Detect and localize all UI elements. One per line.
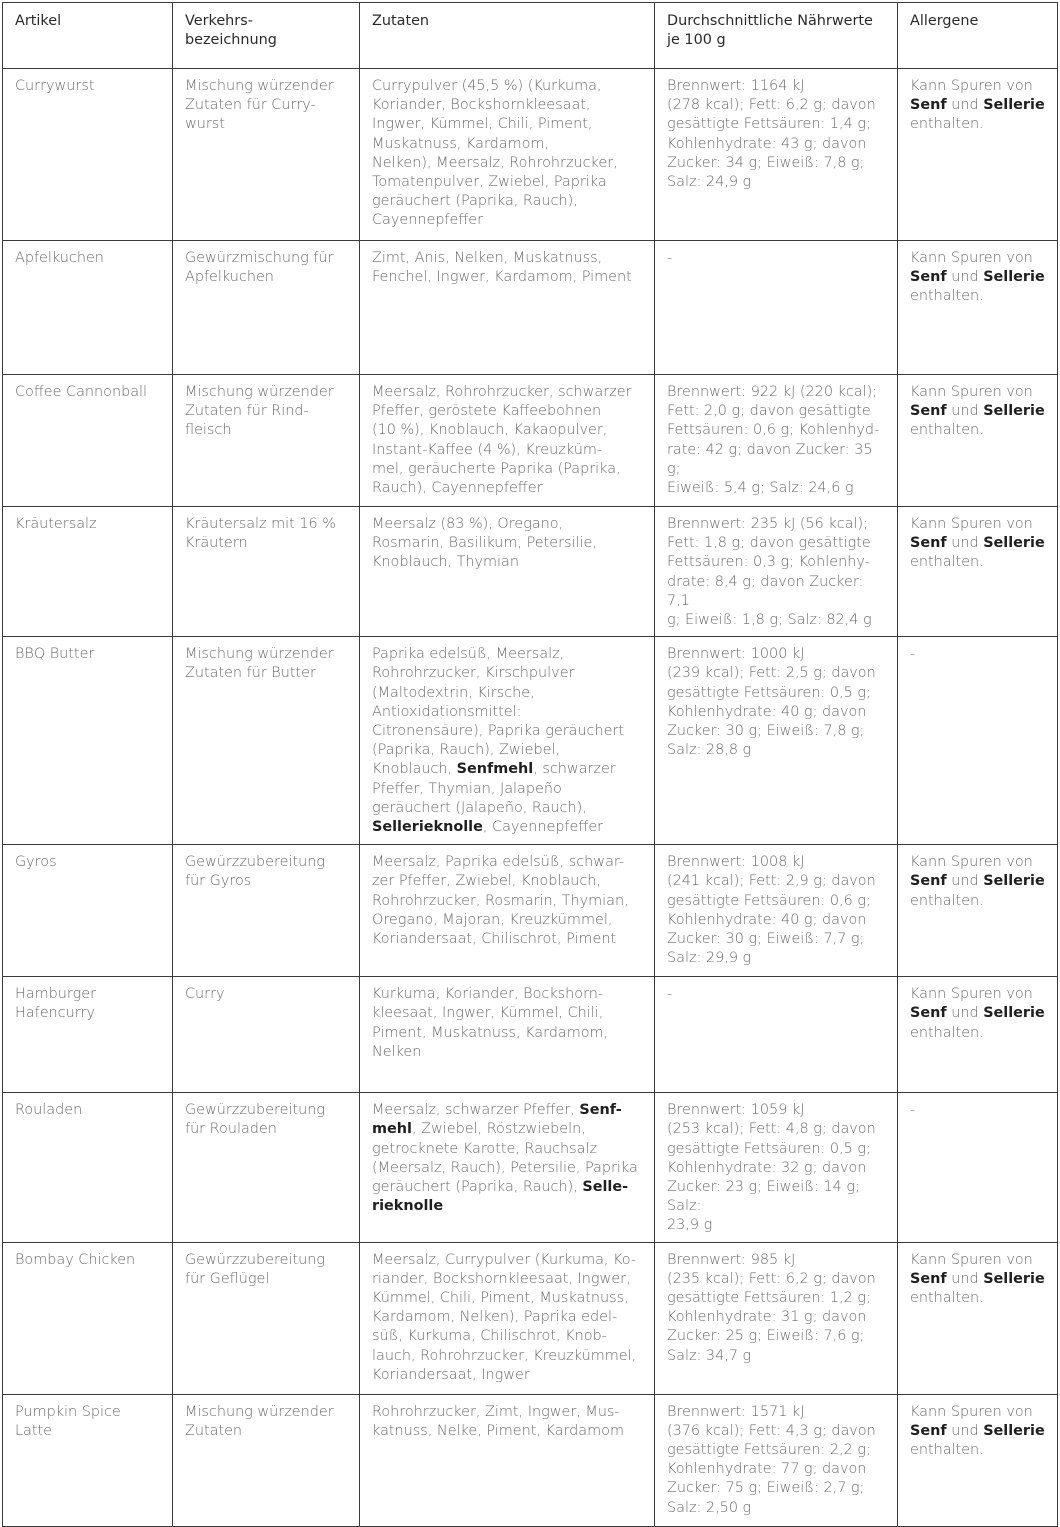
cell-allergene: [898, 845, 1058, 977]
allergen-senf: Senf: [910, 403, 947, 420]
cell-naehrwerte: Brennwert: 985 kJ (235 kcal); Fett: 6,2 g; davon gesättigte Fettsäuren: 1,2 g; Kohlenhydrate: 31 g; davon Zucker: 25 g; Eiweiß: 7,6 g; Salz: 34,7 g: [655, 1242, 898, 1394]
table-row: [3, 69, 1058, 241]
table-header-row: [3, 3, 1058, 69]
cell-allergene: [898, 375, 1058, 507]
allergen-und: und: [951, 1422, 979, 1439]
cell-zutaten: [360, 1093, 655, 1242]
cell-naehrwerte: Brennwert: 922 kJ (220 kcal); Fett: 2,0 g; davon gesättigte Fettsäuren: 0,6 g; Kohlenhyd- rate: 42 g; davon Zucker: 35 g; Eiweiß: 5,4 g; Salz: 24,6 g: [655, 375, 898, 507]
allergen-ingredient: Senfmehl: [456, 761, 534, 778]
allergen-sellerie: Sellerie: [983, 403, 1045, 420]
allergen-sellerie: Sellerie: [983, 873, 1045, 890]
cell-artikel: Hamburger Hafencurry: [3, 977, 173, 1093]
cell-zutaten: [360, 507, 655, 637]
allergen-senf: Senf: [910, 1422, 947, 1439]
allergen-und: und: [951, 97, 979, 114]
allergen-senf: Senf: [910, 97, 947, 114]
header-allergene: Allergene: [898, 3, 1058, 69]
cell-verkehrsbezeichnung: Mischung würzender Zutaten für Curry- wurst: [173, 69, 360, 241]
allergen-sellerie: Sellerie: [983, 97, 1045, 114]
allergen-prefix: Kann Spuren von: [910, 250, 1033, 266]
ingredient-text: Meersalz, Rohrohrzucker, schwarzer Pfeffer, geröstete Kaffeebohnen (10 %), Knoblauch, Kakaopulver, Instant-Kaffee (4 %), Kreuzküm- mel, geräucherte Paprika (Paprika, Rauch), Cayennepfeffer: [372, 384, 632, 497]
cell-zutaten: [360, 845, 655, 977]
cell-artikel: Apfelkuchen: [3, 241, 173, 375]
cell-naehrwerte: -: [655, 977, 898, 1093]
cell-artikel: BBQ Butter: [3, 637, 173, 845]
allergen-prefix: Kann Spuren von: [910, 986, 1033, 1003]
cell-artikel: Kräutersalz: [3, 507, 173, 637]
table-row: [3, 375, 1058, 507]
table-row: [3, 977, 1058, 1093]
table-row: [3, 845, 1058, 977]
allergen-sellerie: Sellerie: [983, 1422, 1045, 1439]
allergen-suffix: enthalten.: [910, 1442, 984, 1459]
cell-zutaten: [360, 241, 655, 375]
cell-verkehrsbezeichnung: Mischung würzender Zutaten für Butter: [173, 637, 360, 845]
allergen-senf: Senf: [910, 535, 947, 552]
allergen-prefix: Kann Spuren von: [910, 854, 1033, 871]
allergen-prefix: Kann Spuren von: [910, 516, 1033, 532]
cell-artikel: Pumpkin Spice Latte: [3, 1394, 173, 1526]
header-naehrwerte: Durchschnittliche Nährwerte je 100 g: [655, 3, 898, 69]
allergen-und: und: [951, 1005, 979, 1022]
allergen-und: und: [951, 873, 979, 890]
allergen-senf: Senf: [910, 1005, 947, 1022]
allergen-suffix: enthalten.: [910, 116, 984, 133]
allergen-ingredient: Sellerieknolle: [372, 819, 483, 836]
allergen-none: -: [910, 646, 916, 663]
allergen-suffix: enthalten.: [910, 1290, 984, 1307]
cell-verkehrsbezeichnung: Gewürzzubereitung für Geflügel: [173, 1242, 360, 1394]
cell-naehrwerte: Brennwert: 1164 kJ (278 kcal); Fett: 6,2 g; davon gesättigte Fettsäuren: 1,4 g; Kohlenhydrate: 43 g; davon Zucker: 34 g; Eiweiß: 7,8 g; Salz: 24,9 g: [655, 69, 898, 241]
cell-allergene: [898, 1242, 1058, 1394]
ingredient-text: Kurkuma, Koriander, Bockshorn- kleesaat, Ingwer, Kümmel, Chili, Piment, Muskatnuss, Kardamom, Nelken: [372, 986, 609, 1060]
table-row: [3, 1394, 1058, 1526]
allergen-ingredient: Senf- mehl: [372, 1102, 622, 1138]
ingredient-text: Meersalz (83 %), Oregano, Rosmarin, Basilikum, Petersilie, Knoblauch, Thymian: [372, 516, 597, 571]
allergen-prefix: Kann Spuren von: [910, 1251, 1033, 1268]
allergen-sellerie: Sellerie: [983, 1270, 1045, 1287]
cell-zutaten: [360, 69, 655, 241]
allergen-prefix: Kann Spuren von: [910, 384, 1033, 400]
allergen-suffix: enthalten.: [910, 1024, 984, 1041]
allergen-und: und: [951, 1270, 979, 1287]
allergen-und: und: [951, 403, 979, 420]
allergen-suffix: enthalten.: [910, 422, 984, 439]
cell-allergene: [898, 977, 1058, 1093]
cell-verkehrsbezeichnung: Gewürzzubereitung für Rouladen: [173, 1093, 360, 1242]
allergen-sellerie: Sellerie: [983, 535, 1045, 552]
cell-allergene: [898, 1093, 1058, 1242]
cell-verkehrsbezeichnung: Kräutersalz mit 16 % Kräutern: [173, 507, 360, 637]
ingredient-text: , Zwiebel, Röstzwiebeln, getrocknete Karotte, Rauchsalz (Meersalz, Rauch), Petersilie, Paprika geräuchert (Paprika, Rauch),: [372, 1121, 638, 1196]
ingredient-text: Meersalz, schwarzer Pfeffer,: [372, 1102, 580, 1119]
cell-naehrwerte: -: [655, 241, 898, 375]
cell-verkehrsbezeichnung: Gewürzzubereitung für Gyros: [173, 845, 360, 977]
header-artikel: Artikel: [3, 3, 173, 69]
cell-zutaten: [360, 375, 655, 507]
cell-allergene: [898, 241, 1058, 375]
cell-zutaten: [360, 1394, 655, 1526]
allergen-suffix: enthalten.: [910, 554, 984, 571]
cell-zutaten: [360, 1242, 655, 1394]
cell-naehrwerte: Brennwert: 1008 kJ (241 kcal); Fett: 2,9 g; davon gesättigte Fettsäuren: 0,6 g; Kohlenhydrate: 40 g; davon Zucker: 30 g; Eiweiß: 7,7 g; Salz: 29,9 g: [655, 845, 898, 977]
table-row: [3, 507, 1058, 637]
cell-verkehrsbezeichnung: Curry: [173, 977, 360, 1093]
spice-product-table: [2, 2, 1058, 1527]
ingredient-text: Meersalz, Paprika edelsüß, schwar- zer Pfeffer, Zwiebel, Knoblauch, Rohrohrzucker, Rosmarin, Thymian, Oregano, Majoran, Kreuzkümmel, Koriandersaat, Chilischrot, Piment: [372, 854, 629, 948]
allergen-none: -: [910, 1102, 916, 1119]
ingredient-text: , Cayennepfeffer: [482, 819, 604, 836]
cell-allergene: [898, 637, 1058, 845]
cell-artikel: Gyros: [3, 845, 173, 977]
ingredient-text: Currypulver (45,5 %) (Kurkuma, Koriander, Bockshornkleesaat, Ingwer, Kümmel, Chili, Piment, Muskatnuss, Kardamom, Nelken), Meersalz, Rohrohrzucker, Tomatenpulver, Zwiebel, Paprika geräuchert (Paprika, Rauch), Cayennepfeffer: [372, 78, 618, 229]
cell-naehrwerte: Brennwert: 1059 kJ (253 kcal); Fett: 4,8 g; davon gesättigte Fettsäuren: 0,5 g; Kohlenhydrate: 32 g; davon Zucker: 23 g; Eiweiß: 14 g; Salz: 23,9 g: [655, 1093, 898, 1242]
cell-artikel: Currywurst: [3, 69, 173, 241]
cell-artikel: Rouladen: [3, 1093, 173, 1242]
allergen-prefix: Kann Spuren von: [910, 78, 1033, 94]
table-row: [3, 1242, 1058, 1394]
allergen-und: und: [951, 535, 979, 552]
cell-allergene: [898, 1394, 1058, 1526]
header-zutaten: Zutaten: [360, 3, 655, 69]
allergen-suffix: enthalten.: [910, 288, 984, 305]
cell-verkehrsbezeichnung: Gewürzmischung für Apfelkuchen: [173, 241, 360, 375]
cell-naehrwerte: Brennwert: 235 kJ (56 kcal); Fett: 1,8 g; davon gesättigte Fettsäuren: 0,3 g; Kohlenhy- drate: 8,4 g; davon Zucker: 7,1 g; Eiweiß: 1,8 g; Salz: 82,4 g: [655, 507, 898, 637]
cell-verkehrsbezeichnung: Mischung würzender Zutaten für Rind- fleisch: [173, 375, 360, 507]
cell-zutaten: [360, 637, 655, 845]
header-verkehrsbezeichnung: Verkehrs- bezeichnung: [173, 3, 360, 69]
cell-artikel: Bombay Chicken: [3, 1242, 173, 1394]
cell-artikel: Coffee Cannonball: [3, 375, 173, 507]
cell-verkehrsbezeichnung: Mischung würzender Zutaten: [173, 1394, 360, 1526]
cell-allergene: [898, 507, 1058, 637]
cell-naehrwerte: Brennwert: 1000 kJ (239 kcal); Fett: 2,5 g; davon gesättigte Fettsäuren: 0,5 g; Kohlenhydrate: 40 g; davon Zucker: 30 g; Eiweiß: 7,8 g; Salz: 28,8 g: [655, 637, 898, 845]
ingredient-text: Zimt, Anis, Nelken, Muskatnuss, Fenchel, Ingwer, Kardamom, Piment: [372, 250, 632, 286]
cell-zutaten: [360, 977, 655, 1093]
cell-naehrwerte: Brennwert: 1571 kJ (376 kcal); Fett: 4,3 g; davon gesättigte Fettsäuren: 2,2 g; Kohlenhydrate: 77 g; davon Zucker: 75 g; Eiweiß: 2,7 g; Salz: 2,50 g: [655, 1394, 898, 1526]
table-row: [3, 1093, 1058, 1242]
allergen-ingredient: Selle- rieknolle: [372, 1179, 629, 1215]
cell-allergene: [898, 69, 1058, 241]
allergen-sellerie: Sellerie: [983, 1005, 1045, 1022]
allergen-sellerie: Sellerie: [983, 269, 1045, 286]
allergen-senf: Senf: [910, 1270, 947, 1287]
ingredient-text: , schwarzer Pfeffer, Thymian, Jalapeño geräuchert (Jalapeño, Rauch),: [372, 761, 616, 816]
allergen-senf: Senf: [910, 873, 947, 890]
table-body: [3, 69, 1058, 1527]
ingredient-text: Meersalz, Currypulver (Kurkuma, Ko- riander, Bockshornkleesaat, Ingwer, Kümmel, Chili, Piment, Muskatnuss, Kardamom, Nelken), Paprika edel- süß, Kurkuma, Chilischrot, Knob- lauch, Rohrohrzucker, Kreuzkümmel, Koriandersaat, Ingwer: [372, 1251, 637, 1383]
allergen-suffix: enthalten.: [910, 892, 984, 909]
table-row: [3, 637, 1058, 845]
allergen-prefix: Kann Spuren von: [910, 1403, 1033, 1420]
allergen-senf: Senf: [910, 269, 947, 286]
allergen-und: und: [951, 269, 979, 286]
ingredient-text: Paprika edelsüß, Meersalz, Rohrohrzucker, Kirschpulver (Maltodextrin, Kirsche, Antioxidationsmittel: Citronensäure), Paprika geräuchert (Paprika, Rauch), Zwiebel, Knoblauch,: [372, 646, 625, 778]
ingredient-text: Rohrohrzucker, Zimt, Ingwer, Mus- katnuss, Nelke, Piment, Kardamom: [372, 1403, 624, 1439]
table-row: [3, 241, 1058, 375]
